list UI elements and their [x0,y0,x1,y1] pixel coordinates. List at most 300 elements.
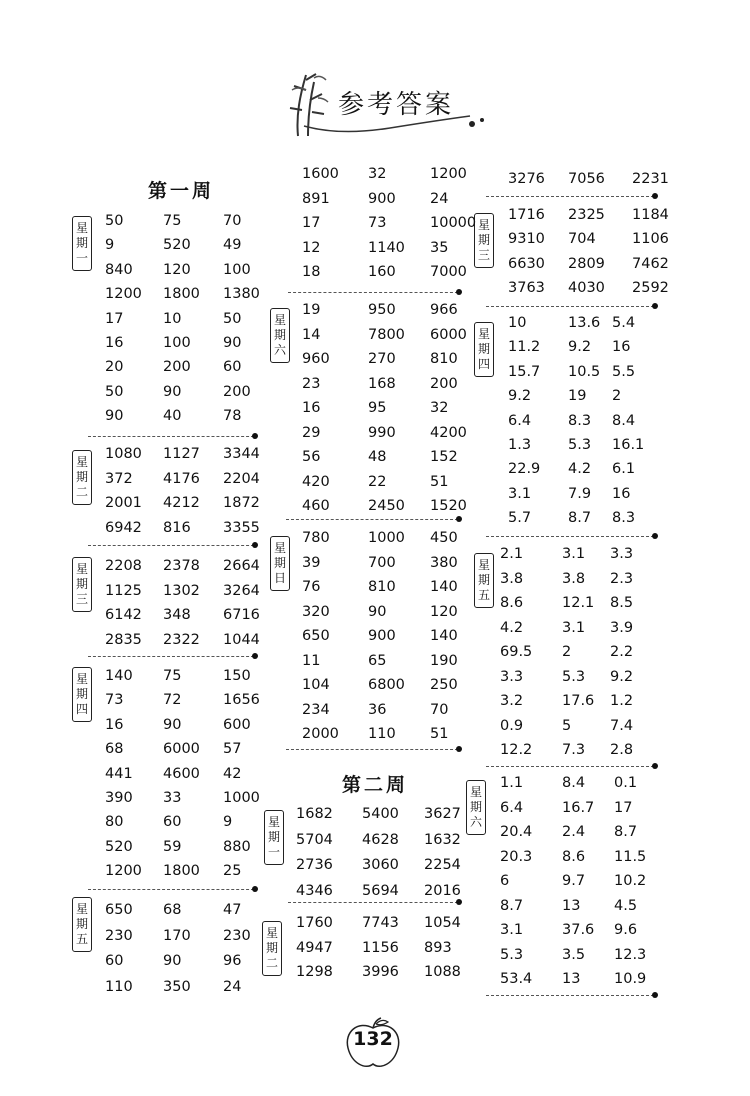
answer-cell: 372 [105,470,133,487]
answer-cell: 4346 [296,882,333,899]
answer-cell: 96 [223,953,242,969]
page-title: 参考答案 [338,90,455,120]
answer-cell: 2000 [302,726,339,742]
answer-cell: 880 [223,838,251,855]
answer-cell: 7.3 [562,742,586,758]
answer-cell: 1302 [163,582,200,599]
answer-cell: 3.8 [500,570,524,587]
answer-cell: 2.8 [610,742,634,758]
divider [88,436,254,437]
answer-cell: 73 [105,692,124,709]
answer-cell: 16.1 [612,437,645,453]
answer-cell: 110 [105,978,133,995]
answer-cell: 2.1 [500,546,524,562]
answer-cell: 8.7 [568,510,592,527]
answer-cell: 950 [368,302,396,318]
answer-cell: 9.2 [610,668,634,685]
day-label: 星期一 [264,810,284,865]
answer-cell: 20.4 [500,824,533,840]
answer-cell: 120 [163,261,191,278]
answer-cell: 2.2 [610,644,634,660]
answer-cell: 50 [105,213,124,229]
answer-cell: 4628 [362,831,399,848]
answer-cell: 8.7 [614,824,638,840]
answer-cell: 8.6 [500,595,524,611]
answer-cell: 6.1 [612,461,636,478]
answer-cell: 10000 [430,215,477,231]
answer-cell: 1088 [424,964,461,980]
answer-cell: 24 [430,190,449,207]
answer-cell: 50 [223,310,242,327]
answer-cell: 6000 [430,326,467,343]
answer-cell: 7000 [430,264,467,280]
answer-cell: 2.3 [610,570,634,587]
answer-cell: 90 [163,953,182,969]
answer-cell: 1200 [430,166,467,182]
answer-cell: 8.6 [562,848,586,865]
answer-cell: 60 [223,359,242,376]
answer-cell: 5.4 [612,315,636,331]
answer-cell: 9310 [508,231,545,248]
answer-cell: 200 [223,383,251,400]
answer-cell: 3996 [362,964,399,980]
answer-cell: 29 [302,424,321,441]
answer-cell: 22.9 [508,461,541,478]
answer-cell: 80 [105,814,124,831]
day-label: 星期二 [262,921,282,976]
answer-cell: 420 [302,473,330,490]
answer-cell: 900 [368,628,396,644]
answer-cell: 53.4 [500,971,533,987]
answer-cell: 200 [163,359,191,376]
answer-cell: 1600 [302,166,339,182]
answer-cell: 42 [223,765,242,782]
answer-cell: 70 [430,701,449,718]
answer-cell: 6800 [368,677,405,693]
answer-cell: 4600 [163,765,200,782]
answer-cell: 3.8 [562,570,586,587]
answer-cell: 8.3 [568,412,592,429]
answer-cell: 8.4 [612,412,636,429]
answer-cell: 140 [105,668,133,684]
answer-cell: 5 [562,717,572,734]
answer-cell: 3.1 [562,546,586,562]
answer-cell: 11.2 [508,339,541,356]
answer-cell: 1184 [632,207,669,223]
answer-cell: 59 [163,838,182,855]
answer-cell: 1044 [223,631,260,648]
answer-cell: 2016 [424,882,461,899]
answer-cell: 65 [368,652,387,669]
answer-cell: 7.9 [568,485,592,502]
answer-cell: 3.3 [610,546,634,562]
answer-cell: 60 [163,814,182,831]
answer-cell: 1000 [368,530,405,546]
answer-cell: 704 [568,231,596,248]
answer-cell: 3344 [223,446,260,462]
answer-cell: 24 [223,978,242,995]
answer-cell: 7462 [632,255,669,272]
answer-cell: 441 [105,765,133,782]
answer-cell: 1520 [430,498,467,514]
answer-cell: 650 [302,628,330,644]
answer-cell: 1200 [105,286,142,303]
divider [288,292,458,293]
answer-cell: 0.9 [500,717,524,734]
answer-cell: 4030 [568,280,605,297]
answer-cell: 170 [163,927,191,944]
answer-cell: 200 [430,375,458,392]
answer-cell: 1000 [223,790,260,806]
answer-cell: 37.6 [562,922,595,938]
answer-cell: 1800 [163,286,200,303]
answer-cell: 22 [368,473,387,490]
answer-cell: 9.2 [568,339,592,356]
answer-cell: 104 [302,677,330,693]
answer-cell: 75 [163,213,182,229]
answer-cell: 15.7 [508,363,541,380]
answer-cell: 6142 [105,607,142,623]
answer-cell: 3.1 [508,485,532,502]
day-label: 星期三 [474,213,494,268]
answer-cell: 520 [105,838,133,855]
answer-cell: 960 [302,351,330,367]
answer-cell: 4.5 [614,897,638,914]
answer-cell: 1.2 [610,693,634,709]
answer-cell: 600 [223,716,251,733]
answer-cell: 5.5 [612,363,636,380]
answer-cell: 6716 [223,607,260,623]
week-title: 第一周 [148,180,215,202]
answer-cell: 90 [368,603,387,620]
answer-cell: 650 [105,902,133,918]
day-label: 星期四 [72,667,92,722]
day-label: 星期五 [474,553,494,608]
answer-cell: 2835 [105,631,142,648]
answer-cell: 9 [223,814,233,831]
answer-cell: 10.5 [568,363,601,380]
answer-cell: 1380 [223,286,260,303]
answer-cell: 168 [368,375,396,392]
answer-cell: 3.1 [500,922,524,938]
answer-cell: 11.5 [614,848,647,865]
answer-cell: 5694 [362,882,399,899]
day-label: 星期六 [270,308,290,363]
answer-cell: 250 [430,677,458,693]
answer-cell: 16.7 [562,799,595,816]
answer-cell: 520 [163,237,191,254]
answer-cell: 120 [430,603,458,620]
answer-cell: 2 [562,644,572,660]
answer-cell: 12.3 [614,946,647,963]
answer-cell: 35 [430,239,449,256]
answer-cell: 95 [368,400,387,416]
answer-cell: 700 [368,554,396,571]
answer-cell: 990 [368,424,396,441]
answer-cell: 13 [562,971,581,987]
answer-cell: 7800 [368,326,405,343]
answer-cell: 1127 [163,446,200,462]
answer-cell: 150 [223,668,251,684]
answer-cell: 230 [223,927,251,944]
answer-cell: 2.4 [562,824,586,840]
answer-cell: 39 [302,554,321,571]
answer-cell: 72 [163,692,182,709]
swirl-ornament-icon [300,106,490,136]
answer-cell: 0.1 [614,775,638,791]
answer-cell: 348 [163,607,191,623]
answer-cell: 1156 [362,939,399,956]
answer-cell: 3276 [508,171,545,187]
answer-cell: 19 [568,388,587,405]
answer-cell: 270 [368,351,396,367]
answer-cell: 90 [163,383,182,400]
answer-cell: 6000 [163,741,200,758]
answer-cell: 4200 [430,424,467,441]
answer-cell: 3.2 [500,693,524,709]
answer-cell: 1656 [223,692,260,709]
answer-cell: 3.5 [562,946,586,963]
answer-cell: 810 [430,351,458,367]
answer-cell: 1054 [424,915,461,931]
answer-cell: 12.1 [562,595,595,611]
divider [486,306,654,307]
answer-cell: 57 [223,741,242,758]
divider [286,519,458,520]
divider [88,545,254,546]
answer-cell: 9 [105,237,115,254]
answer-cell: 966 [430,302,458,318]
answer-cell: 5.3 [500,946,524,963]
answer-cell: 380 [430,554,458,571]
answer-cell: 17.6 [562,693,595,709]
answer-cell: 7.4 [610,717,634,734]
answer-cell: 320 [302,603,330,620]
answer-cell: 3060 [362,857,399,874]
answer-cell: 3627 [424,806,461,822]
answer-cell: 891 [302,190,330,207]
answer-cell: 76 [302,579,321,595]
answer-cell: 2 [612,388,622,405]
answer-cell: 14 [302,326,321,343]
answer-cell: 90 [223,335,242,351]
answer-cell: 6942 [105,519,142,536]
answer-cell: 1106 [632,231,669,248]
answer-cell: 16 [105,335,124,351]
answer-cell: 3264 [223,582,260,599]
answer-cell: 4176 [163,470,200,487]
answer-cell: 1760 [296,915,333,931]
answer-cell: 3.3 [500,668,524,685]
answer-cell: 8.4 [562,775,586,791]
answer-cell: 56 [302,449,321,465]
answer-cell: 7743 [362,915,399,931]
answer-cell: 4212 [163,495,200,511]
day-label: 星期二 [72,450,92,505]
answer-cell: 1080 [105,446,142,462]
answer-cell: 10 [163,310,182,327]
answer-cell: 90 [163,716,182,733]
answer-cell: 840 [105,261,133,278]
answer-cell: 17 [302,215,321,231]
answer-cell: 5.3 [562,668,586,685]
answer-cell: 40 [163,408,182,425]
answer-cell: 6630 [508,255,545,272]
answer-cell: 18 [302,264,321,280]
answer-cell: 3.1 [562,619,586,636]
answer-cell: 160 [368,264,396,280]
answer-cell: 5704 [296,831,333,848]
answer-cell: 7056 [568,171,605,187]
divider [486,536,654,537]
answer-cell: 19 [302,302,321,318]
answer-cell: 20.3 [500,848,533,865]
answer-cell: 10.9 [614,971,647,987]
answer-cell: 2208 [105,558,142,574]
answer-cell: 69.5 [500,644,533,660]
answer-cell: 33 [163,790,182,806]
answer-cell: 100 [163,335,191,351]
answer-cell: 17 [614,799,633,816]
divider [288,902,458,903]
answer-cell: 2322 [163,631,200,648]
answer-cell: 9.2 [508,388,532,405]
answer-cell: 51 [430,726,449,742]
answer-cell: 9.6 [614,922,638,938]
answer-cell: 12.2 [500,742,533,758]
answer-cell: 9.7 [562,873,586,889]
day-label: 星期一 [72,216,92,271]
answer-cell: 73 [368,215,387,231]
day-label: 星期日 [270,536,290,591]
day-label: 星期三 [72,557,92,612]
answer-cell: 12 [302,239,321,256]
answer-cell: 2231 [632,171,669,187]
answer-cell: 810 [368,579,396,595]
answer-cell: 2378 [163,558,200,574]
answer-cell: 893 [424,939,452,956]
day-label: 星期六 [466,780,486,835]
answer-cell: 2204 [223,470,260,487]
answer-cell: 816 [163,519,191,536]
answer-cell: 32 [430,400,449,416]
answer-cell: 68 [105,741,124,758]
answer-cell: 1872 [223,495,260,511]
answer-cell: 190 [430,652,458,669]
answer-cell: 1.3 [508,437,532,453]
answer-cell: 3763 [508,280,545,297]
answer-cell: 25 [223,863,242,880]
answer-cell: 17 [105,310,124,327]
divider [486,995,654,996]
answer-cell: 50 [105,383,124,400]
answer-cell: 460 [302,498,330,514]
answer-cell: 90 [105,408,124,425]
answer-cell: 11 [302,652,321,669]
divider [88,889,254,890]
answer-cell: 780 [302,530,330,546]
answer-cell: 36 [368,701,387,718]
answer-cell: 70 [223,213,242,229]
answer-cell: 6.4 [500,799,524,816]
day-label: 星期五 [72,897,92,952]
answer-cell: 13 [562,897,581,914]
answer-cell: 3355 [223,519,260,536]
answer-cell: 47 [223,902,242,918]
answer-cell: 5.7 [508,510,532,527]
answer-cell: 16 [302,400,321,416]
answer-cell: 49 [223,237,242,254]
answer-cell: 1140 [368,239,405,256]
answer-cell: 2592 [632,280,669,297]
answer-cell: 2450 [368,498,405,514]
answer-cell: 140 [430,628,458,644]
answer-cell: 16 [612,339,631,356]
answer-cell: 1125 [105,582,142,599]
answer-cell: 2809 [568,255,605,272]
answer-cell: 4.2 [500,619,524,636]
answer-cell: 4947 [296,939,333,956]
answer-cell: 16 [612,485,631,502]
answer-cell: 6 [500,873,510,889]
answer-cell: 10 [508,315,527,331]
divider [486,196,654,197]
answer-cell: 110 [368,726,396,742]
answer-cell: 32 [368,166,387,182]
answer-cell: 1682 [296,806,333,822]
answer-cell: 68 [163,902,182,918]
answer-cell: 2664 [223,558,260,574]
answer-cell: 100 [223,261,251,278]
answer-cell: 13.6 [568,315,601,331]
answer-cell: 20 [105,359,124,376]
answer-cell: 51 [430,473,449,490]
answer-cell: 2254 [424,857,461,874]
page-number: 132 [353,1028,393,1050]
answer-cell: 2001 [105,495,142,511]
answer-cell: 78 [223,408,242,425]
answer-cell: 8.3 [612,510,636,527]
answer-cell: 16 [105,716,124,733]
answer-cell: 152 [430,449,458,465]
answer-cell: 1800 [163,863,200,880]
day-label: 星期四 [474,322,494,377]
answer-cell: 2325 [568,207,605,223]
answer-cell: 3.9 [610,619,634,636]
divider [286,749,458,750]
week-title: 第二周 [342,774,409,796]
answer-cell: 4.2 [568,461,592,478]
answer-cell: 5400 [362,806,399,822]
answer-cell: 1298 [296,964,333,980]
answer-cell: 23 [302,375,321,392]
answer-cell: 234 [302,701,330,718]
divider [88,656,254,657]
answer-cell: 450 [430,530,458,546]
answer-cell: 1.1 [500,775,524,791]
answer-cell: 6.4 [508,412,532,429]
answer-cell: 1200 [105,863,142,880]
answer-cell: 5.3 [568,437,592,453]
answer-cell: 10.2 [614,873,647,889]
answer-cell: 8.7 [500,897,524,914]
divider [486,766,654,767]
answer-cell: 350 [163,978,191,995]
answer-cell: 230 [105,927,133,944]
answer-cell: 8.5 [610,595,634,611]
answer-cell: 390 [105,790,133,806]
answer-cell: 1716 [508,207,545,223]
